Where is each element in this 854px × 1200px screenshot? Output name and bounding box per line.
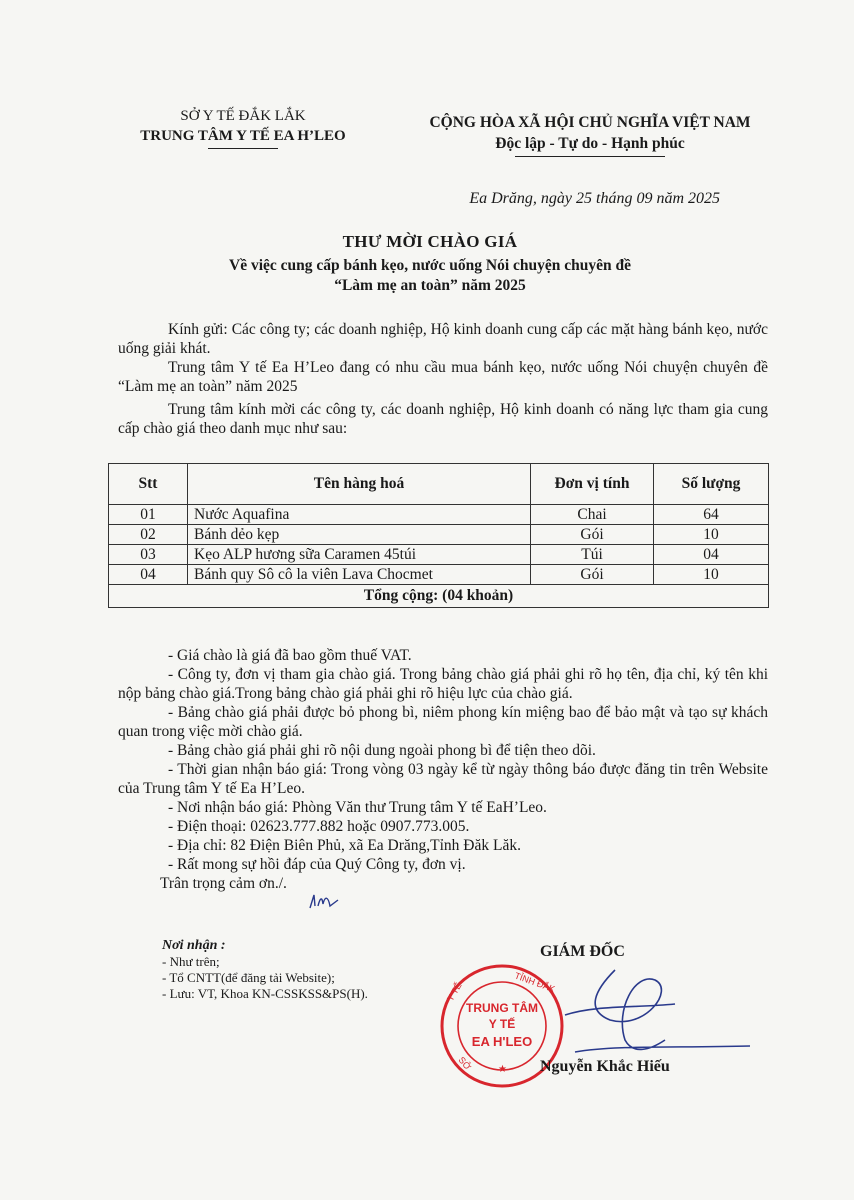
seal-line-1: TRUNG TÂM [466, 1001, 538, 1015]
term-item: - Nơi nhận báo giá: Phòng Văn thư Trung tâm Y tế EaH’Leo. [168, 799, 547, 816]
subtitle-line-2: “Làm mẹ an toàn” năm 2025 [334, 277, 526, 294]
cell-qty: 10 [654, 525, 769, 545]
col-item-name: Tên hàng hoá [188, 464, 531, 505]
cell-stt: 03 [109, 545, 188, 565]
cell-name: Nước Aquafina [188, 505, 531, 525]
cell-unit: Gói [531, 565, 654, 585]
cell-qty: 04 [654, 545, 769, 565]
national-motto: Độc lập - Tự do - Hạnh phúc [495, 135, 685, 152]
recipient-item: - Như trên; [162, 954, 220, 969]
table-header-row [109, 464, 769, 505]
seal-line-3: EA H'LEO [471, 1034, 533, 1049]
term-item: - Giá chào là giá đã bao gồm thuế VAT. [168, 647, 412, 664]
national-header [400, 112, 780, 157]
seal-ring-text: TỈNH ĐẮK [513, 970, 557, 995]
table-row [109, 545, 769, 565]
table-row [109, 505, 769, 525]
document-subtitle [120, 256, 740, 296]
term-item: - Địa chỉ: 82 Điện Biên Phủ, xã Ea Drăng,Tỉnh Đăk Lăk. [168, 837, 521, 854]
paragraph-invitation: Trung tâm kính mời các công ty, các doanh nghiệp, Hộ kinh doanh có năng lực tham gia cung cấp chào giá theo danh mục như sau: [118, 401, 768, 437]
cell-stt: 04 [109, 565, 188, 585]
seal-ring-bottom-text: SỞ [456, 1054, 473, 1072]
agency-header [118, 106, 368, 149]
term-item: - Thời gian nhận báo giá: Trong vòng 03 ngày kể từ ngày thông báo được đăng tin trên Website của Trung tâm Y tế Ea H’Leo. [118, 761, 768, 797]
cell-stt: 02 [109, 525, 188, 545]
recipients-block [162, 938, 462, 1002]
national-name: CỘNG HÒA XÃ HỘI CHỦ NGHĨA VIỆT NAM [429, 114, 751, 131]
director-signature [555, 960, 755, 1070]
table-total: Tổng cộng: (04 khoản) [109, 585, 769, 608]
initials-mark [308, 892, 340, 912]
agency-name: TRUNG TÂM Y TẾ EA H’LEO [140, 128, 346, 144]
col-quantity: Số lượng [654, 464, 769, 505]
paragraph-need: Trung tâm Y tế Ea H’Leo đang có nhu cầu mua bánh kẹo, nước uống Nói chuyện chuyên đề “Làm mẹ an toàn” năm 2025 [118, 359, 768, 395]
table-total-row [109, 585, 769, 608]
term-item: - Điện thoại: 02623.777.882 hoặc 0907.773.005. [168, 818, 470, 835]
table-row [109, 565, 769, 585]
cell-name: Bánh dẻo kẹp [188, 525, 531, 545]
document-title: THƯ MỜI CHÀO GIÁ [342, 232, 518, 251]
recipient-item: - Tổ CNTT(để đăng tải Website); [162, 970, 335, 985]
term-item: - Bảng chào giá phải được bỏ phong bì, niêm phong kín miệng bao để bảo mật và tạo sự khách quan trong việc mời chào giá. [118, 704, 768, 740]
parent-agency: SỞ Y TẾ ĐẮK LẮK [180, 108, 306, 124]
motto-underline [515, 156, 665, 157]
col-stt: Stt [109, 464, 188, 505]
seal-line-2: Y TẾ [488, 1017, 516, 1031]
seal-ring-left-text: Y TẾ [445, 980, 464, 1003]
term-item: - Rất mong sự hồi đáp của Quý Công ty, đơn vị. [168, 856, 466, 873]
cell-unit: Chai [531, 505, 654, 525]
term-item: - Bảng chào giá phải ghi rõ nội dung ngoài phong bì để tiện theo dõi. [168, 742, 596, 759]
items-table [108, 463, 769, 608]
recipients-heading: Nơi nhận : [162, 938, 226, 953]
paragraph-addressee: Kính gửi: Các công ty; các doanh nghiệp, Hộ kinh doanh cung cấp các mặt hàng bánh kẹo, nước uống giải khát. [118, 321, 768, 357]
subtitle-line-1: Về việc cung cấp bánh kẹo, nước uống Nói chuyện chuyên đề [229, 257, 631, 274]
cell-stt: 01 [109, 505, 188, 525]
cell-name: Bánh quy Sô cô la viên Lava Chocmet [188, 565, 531, 585]
cell-qty: 64 [654, 505, 769, 525]
terms-list [118, 646, 768, 893]
director-title: GIÁM ĐỐC [540, 943, 625, 960]
date-line: Ea Drăng, ngày 25 tháng 09 năm 2025 [469, 190, 720, 207]
recipient-item: - Lưu: VT, Khoa KN-CSSKSS&PS(H). [162, 986, 368, 1001]
cell-qty: 10 [654, 565, 769, 585]
seal-star-icon: ★ [498, 1064, 507, 1075]
table-row [109, 525, 769, 545]
agency-underline [208, 148, 278, 149]
cell-name: Kẹo ALP hương sữa Caramen 45túi [188, 545, 531, 565]
term-item: - Công ty, đơn vị tham gia chào giá. Trong bảng chào giá phải ghi rõ họ tên, địa chỉ, ký tên khi nộp bảng chào giá.Trong bảng chào giá phải ghi rõ hiệu lực của chào giá. [118, 666, 768, 702]
closing-thanks: Trân trọng cảm ơn./. [160, 875, 287, 892]
cell-unit: Gói [531, 525, 654, 545]
signer-name: Nguyễn Khắc Hiếu [540, 1058, 670, 1075]
cell-unit: Túi [531, 545, 654, 565]
col-unit: Đơn vị tính [531, 464, 654, 505]
